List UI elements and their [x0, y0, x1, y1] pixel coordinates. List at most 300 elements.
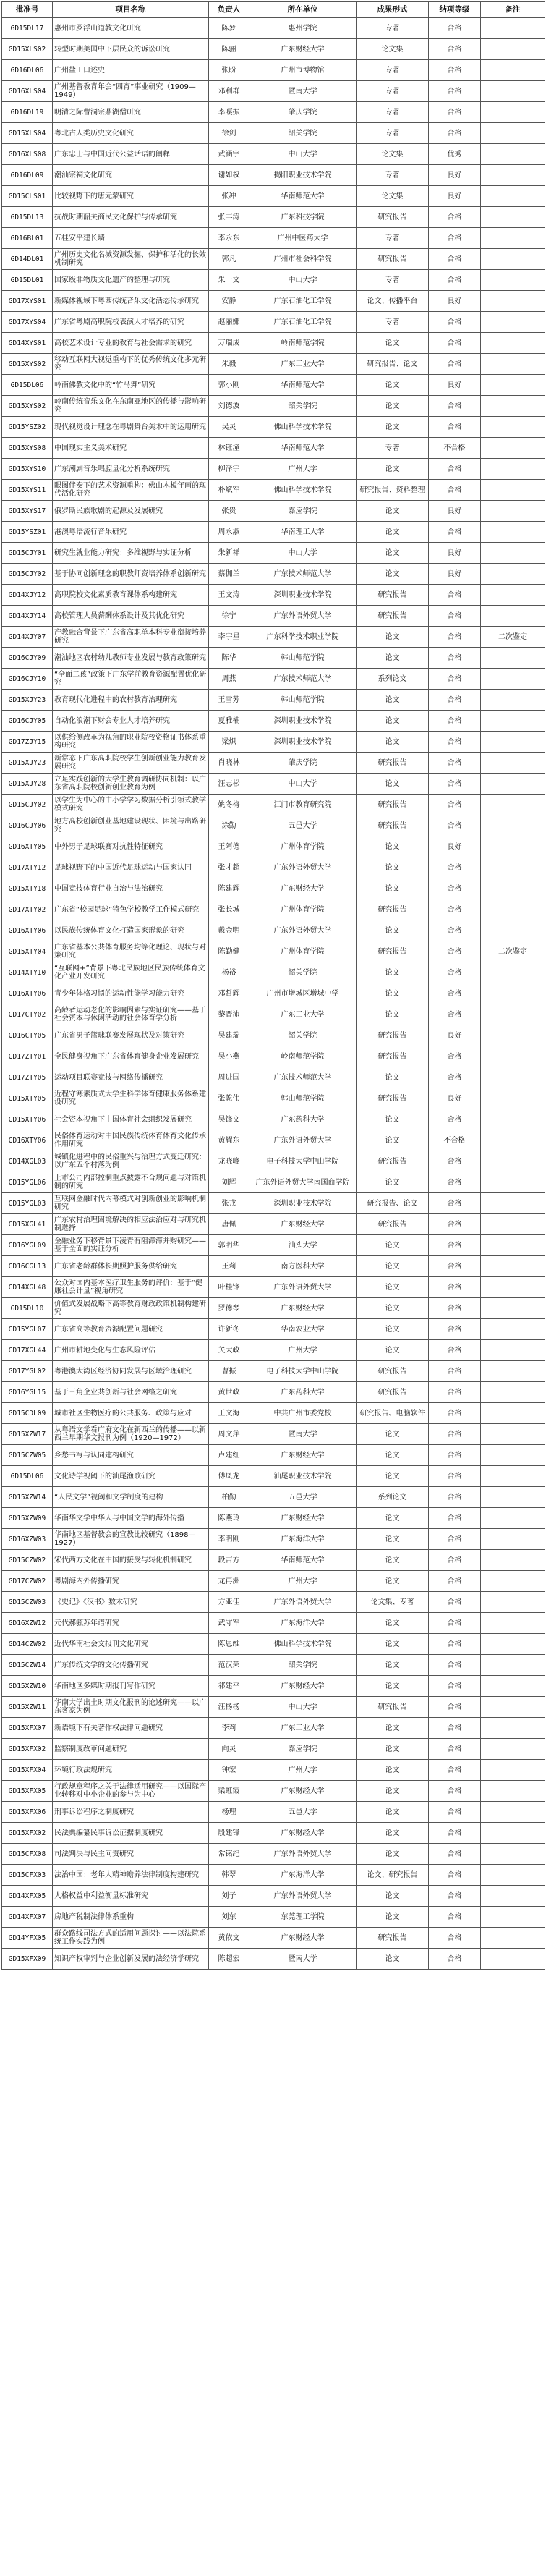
cell-completion-grade: 合格 — [429, 1466, 481, 1487]
table-row — [2, 1865, 545, 1886]
cell-remarks — [481, 962, 545, 983]
cell-completion-grade: 不合格 — [429, 1130, 481, 1151]
cell-result-form: 研究报告 — [357, 1382, 429, 1403]
cell-remarks — [481, 1487, 545, 1508]
cell-result-form: 论文集、专著 — [357, 1592, 429, 1613]
table-row — [2, 81, 545, 102]
cell-remarks — [481, 417, 545, 438]
cell-remarks — [481, 1949, 545, 1970]
cell-principal: 张冲 — [209, 186, 249, 207]
cell-result-form: 研究报告 — [357, 207, 429, 228]
cell-remarks — [481, 815, 545, 836]
cell-completion-grade: 合格 — [429, 81, 481, 102]
cell-approval-number: GD17CTY02 — [2, 1004, 53, 1025]
cell-remarks — [481, 165, 545, 186]
cell-remarks — [481, 144, 545, 165]
cell-remarks — [481, 1592, 545, 1613]
cell-remarks — [481, 543, 545, 564]
cell-result-form: 论文 — [357, 1949, 429, 1970]
cell-completion-grade: 合格 — [429, 1844, 481, 1865]
cell-approval-number: GD15CJY02 — [2, 795, 53, 815]
cell-approval-number: GD15DL10 — [2, 1298, 53, 1319]
cell-project-name: 社会资本视角下中国体育社会组织发展研究 — [53, 1109, 209, 1130]
cell-completion-grade: 合格 — [429, 1613, 481, 1634]
cell-approval-number: GD15XFX05 — [2, 1781, 53, 1802]
table-row — [2, 1655, 545, 1676]
cell-completion-grade: 合格 — [429, 417, 481, 438]
cell-project-name: 高龄者运动老化的影响因素与实证研究——基于社会资本与休闲活动的社会体育学分析 — [53, 1004, 209, 1025]
cell-remarks — [481, 753, 545, 774]
cell-institution: 韩山师范学院 — [249, 648, 357, 669]
cell-approval-number: GD15XZW11 — [2, 1697, 53, 1718]
cell-remarks — [481, 1361, 545, 1382]
header-principal: 负责人 — [209, 2, 249, 18]
table-row — [2, 962, 545, 983]
cell-result-form: 论文 — [357, 920, 429, 941]
cell-project-name: 基于协同创新理念的职教师资培养体系创新研究 — [53, 564, 209, 585]
table-row — [2, 102, 545, 123]
table-row — [2, 1760, 545, 1781]
cell-remarks — [481, 774, 545, 795]
table-row — [2, 774, 545, 795]
cell-result-form: 论文 — [357, 1235, 429, 1256]
cell-project-name: 明清之际曹洞宗鼎湖僧研究 — [53, 102, 209, 123]
table-row — [2, 941, 545, 962]
cell-principal: 黄世政 — [209, 1382, 249, 1403]
table-row — [2, 1445, 545, 1466]
cell-result-form: 论文 — [357, 375, 429, 396]
cell-institution: 韶关学院 — [249, 123, 357, 144]
cell-remarks — [481, 1445, 545, 1466]
cell-remarks — [481, 899, 545, 920]
cell-principal: 朱毅 — [209, 354, 249, 375]
cell-institution: 暨南大学 — [249, 1424, 357, 1445]
table-row — [2, 375, 545, 396]
cell-remarks — [481, 522, 545, 543]
cell-result-form: 论文 — [357, 1613, 429, 1634]
cell-completion-grade: 合格 — [429, 669, 481, 690]
cell-project-name: 广东忠士与中国近代公益话语的阐释 — [53, 144, 209, 165]
cell-remarks — [481, 1109, 545, 1130]
table-row — [2, 39, 545, 60]
cell-result-form: 论文 — [357, 333, 429, 354]
table-row — [2, 815, 545, 836]
cell-principal: 赵丽娜 — [209, 312, 249, 333]
cell-project-name: 粤北古人类历史文化研究 — [53, 123, 209, 144]
cell-completion-grade: 合格 — [429, 270, 481, 291]
cell-principal: 龙晓峰 — [209, 1151, 249, 1172]
cell-approval-number: GD15DL13 — [2, 207, 53, 228]
cell-project-name: 俄罗斯民族歌剧的起源及发展研究 — [53, 501, 209, 522]
table-row — [2, 1949, 545, 1970]
cell-remarks — [481, 207, 545, 228]
cell-project-name: 金融业务下移背景下凌青有阻滞滞并购研究——基于全面的实证分析 — [53, 1235, 209, 1256]
cell-institution: 广东财经大学 — [249, 1823, 357, 1844]
cell-institution: 中山大学 — [249, 543, 357, 564]
cell-completion-grade: 合格 — [429, 1571, 481, 1592]
cell-project-name: 五桂安平建长墙 — [53, 228, 209, 249]
cell-remarks — [481, 606, 545, 627]
cell-institution: 韶关学院 — [249, 1655, 357, 1676]
cell-approval-number: GD14CZW02 — [2, 1634, 53, 1655]
cell-institution: 深圳职业技术学院 — [249, 585, 357, 606]
cell-project-name: 立足实践创新的大学生教育调研协同机制：以广东省高职院校创新创业教育为例 — [53, 774, 209, 795]
cell-project-name: 潮汕宗祠文化研究 — [53, 165, 209, 186]
cell-remarks — [481, 1424, 545, 1445]
cell-completion-grade: 合格 — [429, 1172, 481, 1193]
cell-approval-number: GD15XFX02 — [2, 1823, 53, 1844]
cell-approval-number: GD15DL17 — [2, 18, 53, 39]
cell-remarks: 二次鉴定 — [481, 627, 545, 648]
cell-approval-number: GD15YSZ01 — [2, 522, 53, 543]
cell-institution: 韶关学院 — [249, 396, 357, 417]
table-row — [2, 501, 545, 522]
table-row — [2, 1340, 545, 1361]
cell-project-name: 青少年体格习惯的运动性能学习能力研究 — [53, 983, 209, 1004]
cell-institution: 华南农业大学 — [249, 1319, 357, 1340]
cell-result-form: 论文 — [357, 1256, 429, 1277]
table-row — [2, 228, 545, 249]
cell-completion-grade: 良好 — [429, 543, 481, 564]
cell-principal: 王莉 — [209, 1256, 249, 1277]
cell-project-name: 产教融合背景下广东省高职单本科专业衔接培养研究 — [53, 627, 209, 648]
cell-result-form: 论文 — [357, 1529, 429, 1550]
cell-result-form: 研究报告、论文 — [357, 1193, 429, 1214]
cell-remarks — [481, 1823, 545, 1844]
cell-completion-grade: 合格 — [429, 249, 481, 270]
cell-project-name: 近代华南社会文报刊文化研究 — [53, 1634, 209, 1655]
cell-remarks — [481, 1067, 545, 1088]
cell-institution: 中山大学 — [249, 774, 357, 795]
cell-remarks — [481, 1550, 545, 1571]
cell-completion-grade: 合格 — [429, 102, 481, 123]
cell-completion-grade: 合格 — [429, 312, 481, 333]
cell-approval-number: GD15XFX09 — [2, 1949, 53, 1970]
table-row — [2, 585, 545, 606]
cell-remarks — [481, 375, 545, 396]
cell-remarks — [481, 1256, 545, 1277]
table-row — [2, 795, 545, 815]
cell-project-name: 岭南传统音乐文化在东南亚地区的传播与影响研究 — [53, 396, 209, 417]
cell-completion-grade: 良好 — [429, 165, 481, 186]
cell-institution: 广东外语外贸大学 — [249, 920, 357, 941]
cell-principal: 朱新祥 — [209, 543, 249, 564]
cell-completion-grade: 合格 — [429, 1634, 481, 1655]
cell-institution: 广东外语外贸大学 — [249, 857, 357, 878]
cell-completion-grade: 合格 — [429, 1550, 481, 1571]
cell-completion-grade: 合格 — [429, 1004, 481, 1025]
cell-approval-number: GD15XLS04 — [2, 123, 53, 144]
cell-approval-number: GD15XTY05 — [2, 1088, 53, 1109]
cell-approval-number: GD17XGL44 — [2, 1340, 53, 1361]
cell-completion-grade: 合格 — [429, 123, 481, 144]
cell-remarks — [481, 186, 545, 207]
cell-result-form: 研究报告 — [357, 815, 429, 836]
cell-principal: 陈勤健 — [209, 941, 249, 962]
table-row — [2, 123, 545, 144]
cell-completion-grade: 合格 — [429, 459, 481, 480]
cell-principal: 殷建锋 — [209, 1823, 249, 1844]
cell-approval-number: GD17YGL02 — [2, 1361, 53, 1382]
cell-completion-grade: 合格 — [429, 732, 481, 753]
cell-remarks — [481, 333, 545, 354]
cell-completion-grade: 合格 — [429, 522, 481, 543]
cell-remarks — [481, 1340, 545, 1361]
cell-principal: 吴灵 — [209, 417, 249, 438]
cell-project-name: 行政规章程序之关于法律适用研究——以国际产业转移对中小企业的参与为中心 — [53, 1781, 209, 1802]
cell-remarks — [481, 1739, 545, 1760]
cell-approval-number: GD14XTY10 — [2, 962, 53, 983]
cell-project-name: 全民健身视角下广东省体育健身企业发展研究 — [53, 1046, 209, 1067]
cell-institution: 广东财经大学 — [249, 1214, 357, 1235]
cell-approval-number: GD15XYS10 — [2, 459, 53, 480]
cell-remarks — [481, 354, 545, 375]
cell-result-form: 论文集 — [357, 186, 429, 207]
cell-remarks — [481, 1277, 545, 1298]
cell-approval-number: GD15CDL09 — [2, 1403, 53, 1424]
table-row — [2, 1844, 545, 1865]
cell-result-form: 研究报告 — [357, 1046, 429, 1067]
cell-institution: 五邑大学 — [249, 815, 357, 836]
table-row — [2, 1613, 545, 1634]
cell-result-form: 研究报告、论文 — [357, 354, 429, 375]
cell-institution: 广州大学 — [249, 1340, 357, 1361]
cell-project-name: 知识产权审判与企业创新发展的法经济学研究 — [53, 1949, 209, 1970]
cell-remarks — [481, 1172, 545, 1193]
cell-principal: 蔡伽兰 — [209, 564, 249, 585]
cell-remarks — [481, 102, 545, 123]
cell-remarks — [481, 795, 545, 815]
cell-institution: 广东财经大学 — [249, 39, 357, 60]
cell-result-form: 论文集 — [357, 39, 429, 60]
cell-approval-number: GD14XYS01 — [2, 333, 53, 354]
cell-approval-number: GD15XZW14 — [2, 1487, 53, 1508]
table-row — [2, 1928, 545, 1949]
table-row — [2, 1739, 545, 1760]
cell-completion-grade: 良好 — [429, 501, 481, 522]
table-row — [2, 438, 545, 459]
cell-completion-grade: 合格 — [429, 1361, 481, 1382]
cell-project-name: 监察制度改革问题研究 — [53, 1739, 209, 1760]
cell-project-name: 抗战时期韶关商民文化保护与传承研究 — [53, 207, 209, 228]
cell-principal: 张贵 — [209, 501, 249, 522]
cell-remarks — [481, 1697, 545, 1718]
cell-approval-number: GD16CTY05 — [2, 1025, 53, 1046]
cell-project-name: 民俗体育运动对中国民族传统体育体育文化传承作用研究 — [53, 1130, 209, 1151]
cell-approval-number: GD15XYS17 — [2, 501, 53, 522]
cell-project-name: 广东农村治理困境解决的相应法治应对与研究机制选择 — [53, 1214, 209, 1235]
cell-remarks — [481, 1025, 545, 1046]
cell-remarks — [481, 1004, 545, 1025]
cell-institution: 韩山师范学院 — [249, 1088, 357, 1109]
cell-project-name: “互联网+”背景下粤北民族地区民族传统体育文化产业开发研究 — [53, 962, 209, 983]
table-row — [2, 1298, 545, 1319]
cell-principal: 涂勤 — [209, 815, 249, 836]
cell-result-form: 论文 — [357, 1298, 429, 1319]
cell-institution: 广东技术师范大学 — [249, 564, 357, 585]
table-row — [2, 1571, 545, 1592]
cell-approval-number: GD15YGL03 — [2, 1193, 53, 1214]
cell-institution: 肇庆学院 — [249, 102, 357, 123]
cell-result-form: 论文 — [357, 1718, 429, 1739]
cell-project-name: 广州基督教青年会“四育”事业研究（1909—1949） — [53, 81, 209, 102]
cell-project-name: 粤剧海内外传播研究 — [53, 1571, 209, 1592]
cell-project-name: 房地产税制法律体系重构 — [53, 1907, 209, 1928]
cell-result-form: 论文 — [357, 983, 429, 1004]
cell-completion-grade: 合格 — [429, 1718, 481, 1739]
cell-project-name: 宋代西方文化在中国的接受与转化机制研究 — [53, 1550, 209, 1571]
cell-project-name: 广州历史文化名城资源发掘、保护和活化的长效机制研究 — [53, 249, 209, 270]
cell-remarks — [481, 648, 545, 669]
cell-approval-number: GD15XTY06 — [2, 1109, 53, 1130]
cell-institution: 广东外语外贸大学 — [249, 1130, 357, 1151]
cell-approval-number: GD16XZW03 — [2, 1529, 53, 1550]
cell-principal: 朱一文 — [209, 270, 249, 291]
cell-principal: 向灵 — [209, 1739, 249, 1760]
cell-institution: 中山大学 — [249, 270, 357, 291]
cell-approval-number: GD17XYS04 — [2, 312, 53, 333]
cell-principal: 谢如权 — [209, 165, 249, 186]
cell-principal: 李宇星 — [209, 627, 249, 648]
cell-principal: 段吉方 — [209, 1550, 249, 1571]
table-row — [2, 186, 545, 207]
cell-completion-grade: 合格 — [429, 1046, 481, 1067]
cell-institution: 东莞理工学院 — [249, 1907, 357, 1928]
cell-institution: 中共广州市委党校 — [249, 1403, 357, 1424]
cell-remarks — [481, 312, 545, 333]
cell-approval-number: GD14DL01 — [2, 249, 53, 270]
cell-project-name: 转型时期美国中下层民众的诉讼研究 — [53, 39, 209, 60]
cell-result-form: 论文 — [357, 1067, 429, 1088]
table-row — [2, 1277, 545, 1298]
cell-result-form: 研究报告 — [357, 1151, 429, 1172]
cell-institution: 揭阳职业技术学院 — [249, 165, 357, 186]
cell-project-name: 中国竞技体育行业自治与法治研究 — [53, 878, 209, 899]
cell-approval-number: GD14XGL48 — [2, 1277, 53, 1298]
cell-approval-number: GD15XZW09 — [2, 1508, 53, 1529]
cell-remarks — [481, 983, 545, 1004]
cell-institution: 电子科技大学中山学院 — [249, 1361, 357, 1382]
table-row — [2, 1088, 545, 1109]
cell-approval-number: GD15DL06 — [2, 1466, 53, 1487]
cell-approval-number: GD15CZW03 — [2, 1592, 53, 1613]
cell-completion-grade: 合格 — [429, 1697, 481, 1718]
cell-principal: 陈华 — [209, 648, 249, 669]
cell-principal: 关大政 — [209, 1340, 249, 1361]
cell-approval-number: GD15XYS02 — [2, 354, 53, 375]
cell-result-form: 论文 — [357, 878, 429, 899]
cell-remarks — [481, 1403, 545, 1424]
cell-completion-grade: 合格 — [429, 1655, 481, 1676]
cell-result-form: 研究报告、电脑软件 — [357, 1403, 429, 1424]
cell-institution: 广州市增城区增城中学 — [249, 983, 357, 1004]
cell-principal: 郭凡 — [209, 249, 249, 270]
cell-institution: 嘉应学院 — [249, 1739, 357, 1760]
table-row — [2, 1130, 545, 1151]
cell-completion-grade: 合格 — [429, 18, 481, 39]
table-row — [2, 1193, 545, 1214]
cell-result-form: 研究报告 — [357, 1697, 429, 1718]
cell-result-form: 论文 — [357, 417, 429, 438]
table-row — [2, 690, 545, 711]
table-row — [2, 396, 545, 417]
cell-completion-grade: 良好 — [429, 1025, 481, 1046]
cell-result-form: 论文 — [357, 1319, 429, 1340]
cell-project-name: “人民文学”视阈和文学制度的建构 — [53, 1487, 209, 1508]
cell-principal: 万瑞成 — [209, 333, 249, 354]
cell-principal: 许新冬 — [209, 1319, 249, 1340]
cell-principal: 龙再洲 — [209, 1571, 249, 1592]
cell-principal: 李嘎振 — [209, 102, 249, 123]
cell-approval-number: GD15DL06 — [2, 375, 53, 396]
cell-remarks — [481, 564, 545, 585]
cell-completion-grade: 合格 — [429, 585, 481, 606]
cell-principal: 武守军 — [209, 1613, 249, 1634]
cell-principal: 徐剑 — [209, 123, 249, 144]
cell-approval-number: GD15XZW10 — [2, 1676, 53, 1697]
cell-remarks — [481, 291, 545, 312]
cell-completion-grade: 合格 — [429, 711, 481, 732]
cell-institution: 广东海洋大学 — [249, 1529, 357, 1550]
cell-principal: 陈梦 — [209, 18, 249, 39]
cell-project-name: 《史记》《汉书》数术研究 — [53, 1592, 209, 1613]
cell-principal: 张长城 — [209, 899, 249, 920]
cell-approval-number: GD15CFX03 — [2, 1865, 53, 1886]
table-row — [2, 1319, 545, 1340]
cell-principal: 叶桂锋 — [209, 1277, 249, 1298]
cell-remarks — [481, 1046, 545, 1067]
table-row — [2, 1676, 545, 1697]
cell-principal: 郭明华 — [209, 1235, 249, 1256]
cell-remarks — [481, 585, 545, 606]
table-row — [2, 1361, 545, 1382]
cell-institution: 广东财经大学 — [249, 1676, 357, 1697]
table-row — [2, 1046, 545, 1067]
cell-institution: 岭南师范学院 — [249, 333, 357, 354]
cell-approval-number: GD15XYS08 — [2, 438, 53, 459]
cell-project-name: 广东省高等教育资源配置问题研究 — [53, 1319, 209, 1340]
cell-completion-grade: 合格 — [429, 1739, 481, 1760]
cell-approval-number: GD17CZW02 — [2, 1571, 53, 1592]
cell-remarks — [481, 1508, 545, 1529]
cell-principal: 陈恩维 — [209, 1634, 249, 1655]
cell-remarks — [481, 1865, 545, 1886]
cell-remarks — [481, 1193, 545, 1214]
cell-institution: 华南师范大学 — [249, 186, 357, 207]
cell-approval-number: GD16CJY05 — [2, 711, 53, 732]
cell-institution: 暨南大学 — [249, 81, 357, 102]
cell-project-name: 城镇化进程中的民俗重兴与治理方式变迁研究：以广东五个村落为例 — [53, 1151, 209, 1172]
cell-project-name: “全面二孩”政策下广东学前教育资源配置优化研究 — [53, 669, 209, 690]
table-row — [2, 1907, 545, 1928]
cell-institution: 华南师范大学 — [249, 1550, 357, 1571]
cell-approval-number: GD16XLS04 — [2, 81, 53, 102]
cell-principal: 徐宁 — [209, 606, 249, 627]
cell-approval-number: GD15CZW02 — [2, 1550, 53, 1571]
cell-remarks — [481, 270, 545, 291]
cell-result-form: 论文 — [357, 690, 429, 711]
cell-institution: 惠州学院 — [249, 18, 357, 39]
cell-institution: 深圳职业技术学院 — [249, 732, 357, 753]
cell-principal: 吴锋文 — [209, 1109, 249, 1130]
cell-project-name: 广东传统文学的文化传播研究 — [53, 1655, 209, 1676]
cell-principal: 祁建平 — [209, 1676, 249, 1697]
cell-completion-grade: 合格 — [429, 941, 481, 962]
cell-project-name: 上市公司内部控制重点披露不合规问题与对策机制的研究 — [53, 1172, 209, 1193]
cell-result-form: 研究报告 — [357, 1361, 429, 1382]
cell-project-name: 环境行政法规研究 — [53, 1760, 209, 1781]
cell-remarks — [481, 123, 545, 144]
